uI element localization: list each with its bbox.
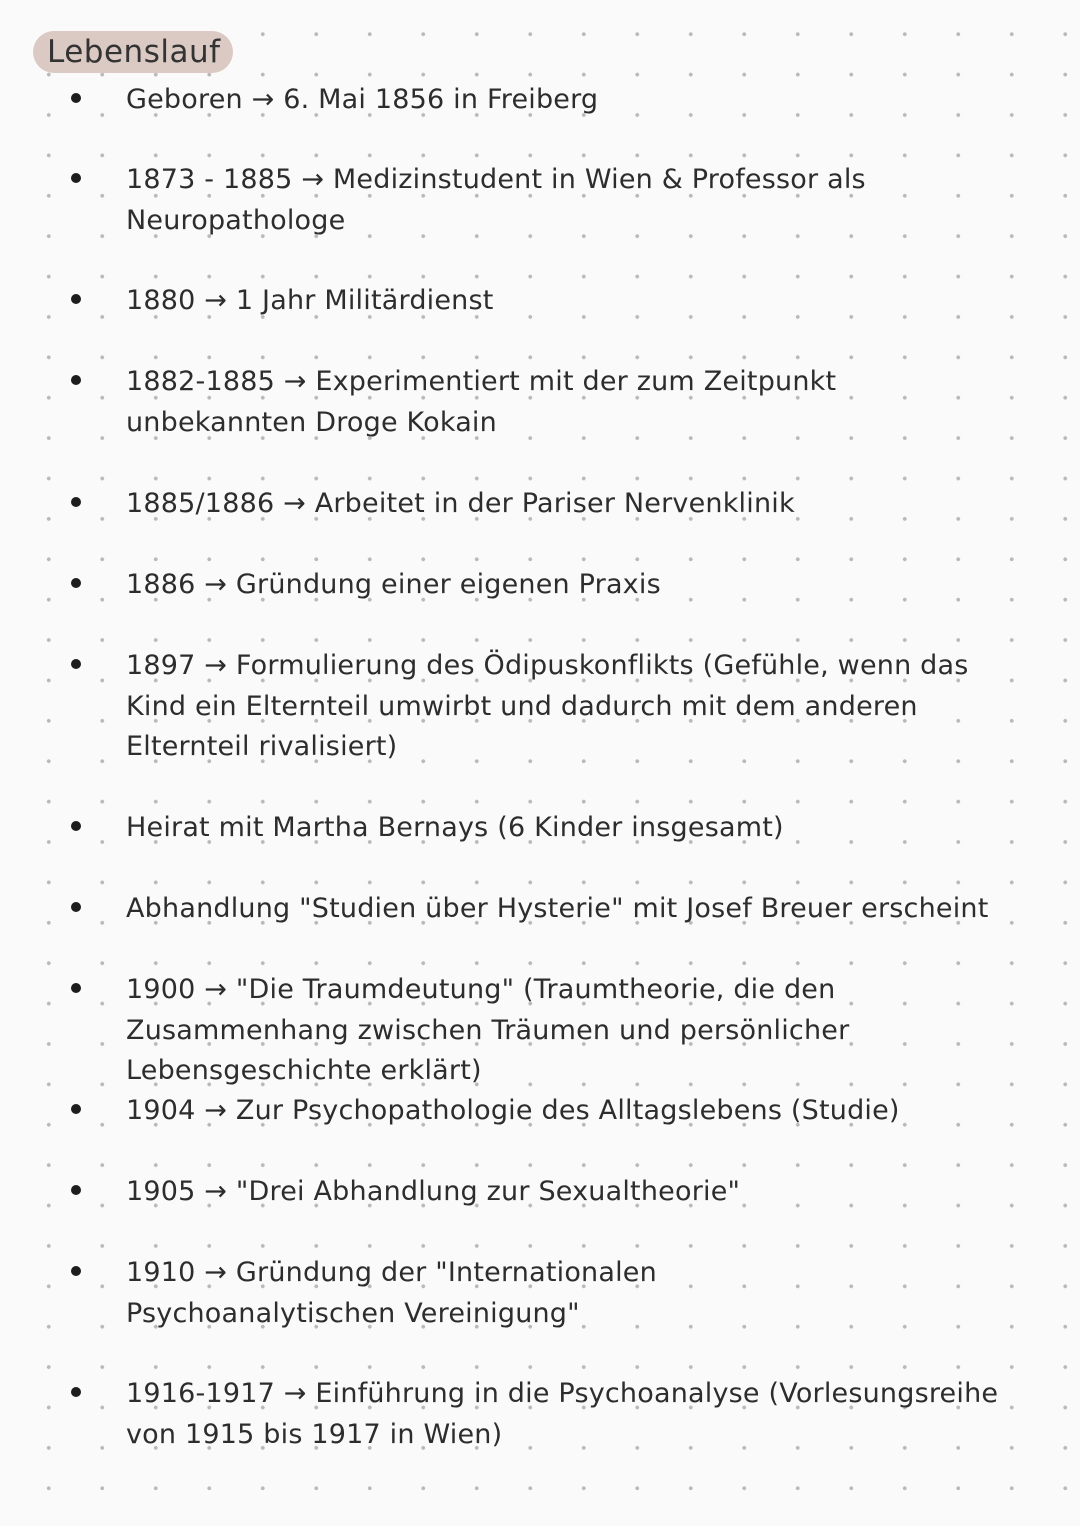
page-title: Lebenslauf [47,34,221,70]
list-item-text: 1882-1885 → Experimentiert mit der zum Zeitpunkt unbekannten Droge Kokain [126,366,837,438]
bullet-icon [71,173,81,183]
bullet-icon [71,497,81,507]
bullet-icon [71,294,81,304]
list-item-text: 1885/1886 → Arbeitet in der Pariser Nervenklinik [126,488,795,519]
bullet-icon [71,1104,81,1114]
bullet-icon [71,375,81,385]
list-item-text: Geboren → 6. Mai 1856 in Freiberg [126,84,599,115]
bullet-icon [71,93,81,103]
list-item-text: 1886 → Gründung einer eigenen Praxis [126,569,661,600]
list-item-text: 1904 → Zur Psychopathologie des Alltagslebens (Studie) [126,1095,900,1126]
list-item-text: Heirat mit Martha Bernays (6 Kinder insgesamt) [126,812,784,843]
bullet-icon [71,1185,81,1195]
bullet-icon [71,983,81,993]
bullet-icon [71,1387,81,1397]
bullet-icon [71,659,81,669]
list-item-text: 1916-1917 → Einführung in die Psychoanalyse (Vorlesungsreihe von 1915 bis 1917 in Wien) [126,1378,999,1450]
bullet-icon [71,821,81,831]
list-item-text: 1873 - 1885 → Medizinstudent in Wien & Professor als Neuropathologe [126,164,866,236]
bullet-icon [71,578,81,588]
list-item-text: 1905 → "Drei Abhandlung zur Sexualtheorie" [126,1176,741,1207]
list-item-text: 1880 → 1 Jahr Militärdienst [126,285,494,316]
list-item-text: Abhandlung "Studien über Hysterie" mit Josef Breuer erscheint [126,893,989,924]
list-item-text: 1910 → Gründung der "Internationalen Psychoanalytischen Vereinigung" [126,1257,657,1329]
list-item-text: 1897 → Formulierung des Ödipuskonflikts (Gefühle, wenn das Kind ein Elternteil umwirbt und dadurch mit dem anderen Elternteil rivalisiert) [126,650,969,762]
list-item-text: 1900 → "Die Traumdeutung" (Traumtheorie, die den Zusammenhang zwischen Träumen und persönlicher Lebensgeschichte erklärt) [126,974,850,1086]
bullet-icon [71,902,81,912]
bullet-icon [71,1266,81,1276]
